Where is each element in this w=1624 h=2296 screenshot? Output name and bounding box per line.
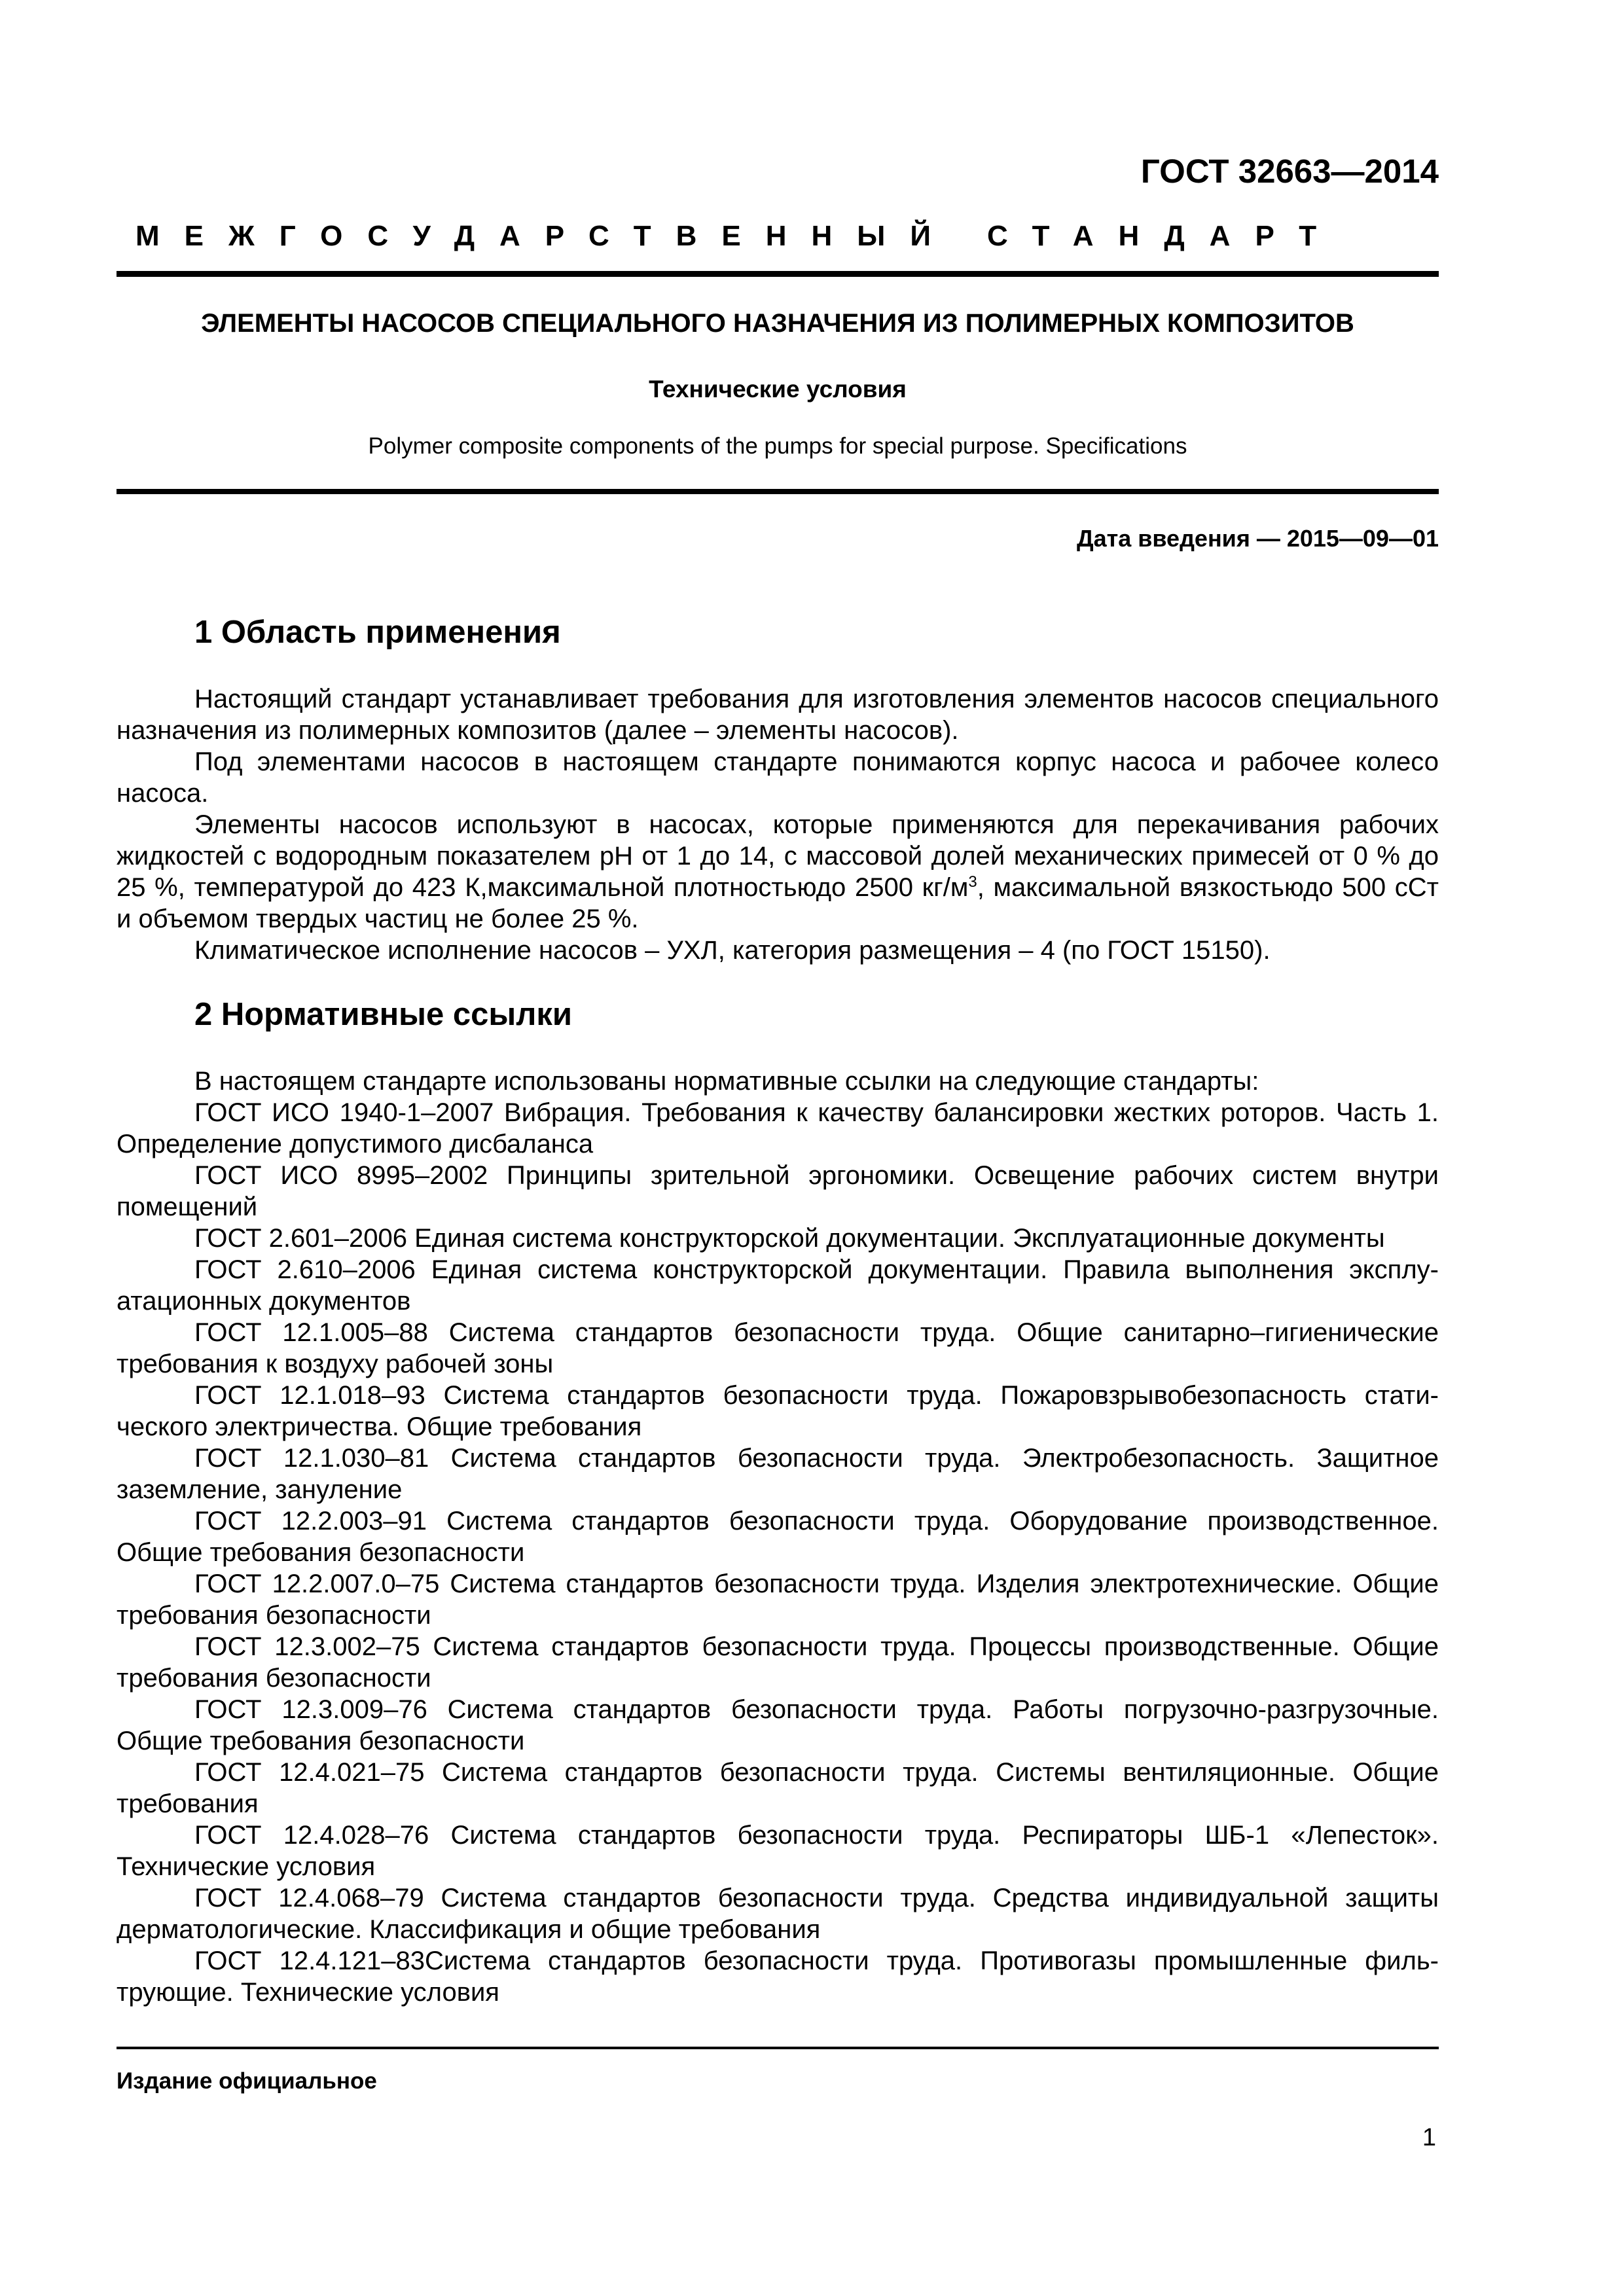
paragraph-text: Элементы насосов используют в насосах, которые применяются для перекачивания рабочих жидкостей с водородным показателем pH от 1 до 14, с массовой долей механических примесей от 0 % до 25 %, температурой до 423 К,максимальной плотностьюдо 2500 кг/м xyxy=(117,810,1439,902)
reference-item: ГОСТ 12.1.018–93 Система стандартов безопасности труда. Пожаровзрывобезопасность статического электричества. Общие требования xyxy=(117,1381,1439,1441)
reference-item: ГОСТ 12.3.009–76 Система стандартов безопасности труда. Работы погрузочно-разгрузочные. Общие требования безопасности xyxy=(117,1695,1439,1755)
superscript: 3 xyxy=(968,873,977,891)
section-1-body xyxy=(117,683,1439,966)
paragraph: Климатическое исполнение насосов – УХЛ, категория размещения – 4 (по ГОСТ 15150). xyxy=(194,936,1271,965)
header-rule xyxy=(117,271,1439,277)
document-title: ЭЛЕМЕНТЫ НАСОСОВ СПЕЦИАЛЬНОГО НАЗНАЧЕНИЯ ИЗ ПОЛИМЕРНЫХ КОМПОЗИТОВ xyxy=(201,309,1354,338)
reference-item: ГОСТ ИСО 1940-1–2007 Вибрация. Требования к качеству балансировки жестких роторов. Часть 1. Определение допустимого дисбаланса xyxy=(117,1098,1439,1158)
reference-item: ГОСТ ИСО 8995–2002 Принципы зрительной эргономики. Освещение рабочих систем внутри помещений xyxy=(117,1161,1439,1221)
gost-number: ГОСТ 32663—2014 xyxy=(1140,152,1439,190)
paragraph: Настоящий стандарт устанавливает требования для изготовления элементов насосов специального назначения из полимерных композитов (далее – элементы насосов). xyxy=(117,685,1439,745)
paragraph: Под элементами насосов в настоящем стандарте понимаются корпус насоса и рабочее колесо насоса. xyxy=(117,747,1439,808)
reference-item: ГОСТ 2.610–2006 Единая система конструкторской документации. Правила выполнения эксплуатационных документов xyxy=(117,1255,1439,1316)
reference-item: ГОСТ 2.601–2006 Единая система конструкторской документации. Эксплуатационные документы xyxy=(194,1224,1385,1253)
interstate-standard-label xyxy=(135,220,1341,253)
document-title-english: Polymer composite components of the pumps for special purpose. Specifications xyxy=(368,433,1187,459)
reference-item: ГОСТ 12.2.007.0–75 Система стандартов безопасности труда. Изделия электротехнические. Общие требования безопасности xyxy=(117,1570,1439,1630)
interstate-word-1: МЕЖГОСУДАРСТВЕННЫЙ xyxy=(135,220,956,252)
title-rule xyxy=(117,489,1439,494)
reference-intro: В настоящем стандарте использованы нормативные ссылки на следующие стандарты: xyxy=(194,1067,1259,1096)
official-edition-label: Издание официальное xyxy=(117,2068,377,2094)
section-2-heading: 2 Нормативные ссылки xyxy=(194,997,572,1032)
footer-rule xyxy=(117,2047,1439,2049)
section-1-heading: 1 Область применения xyxy=(194,615,561,650)
reference-item: ГОСТ 12.1.005–88 Система стандартов безопасности труда. Общие санитарно–гигиенические требования к воздуху рабочей зоны xyxy=(117,1318,1439,1378)
reference-item: ГОСТ 12.4.068–79 Система стандартов безопасности труда. Средства индивидуальной защиты дерматологические. Классификация и общие требования xyxy=(117,1884,1439,1944)
reference-item: ГОСТ 12.4.121–83Система стандартов безопасности труда. Противогазы промышленные фильтрующие. Технические условия xyxy=(117,1946,1439,2007)
section-2-body xyxy=(117,1066,1439,2008)
page-number: 1 xyxy=(1422,2124,1436,2151)
reference-item: ГОСТ 12.4.021–75 Система стандартов безопасности труда. Системы вентиляционные. Общие требования xyxy=(117,1758,1439,1818)
introduction-date: Дата введения — 2015—09—01 xyxy=(1076,525,1439,552)
document-subtitle: Технические условия xyxy=(649,376,907,403)
interstate-word-2: СТАНДАРТ xyxy=(987,220,1342,252)
reference-item: ГОСТ 12.1.030–81 Система стандартов безопасности труда. Электробезопасность. Защитное заземление, зануление xyxy=(117,1444,1439,1504)
reference-item: ГОСТ 12.4.028–76 Система стандартов безопасности труда. Респираторы ШБ-1 «Лепесток». Технические условия xyxy=(117,1821,1439,1881)
paragraph-text: , максимальной вязкостьюдо 500 сСт и объемом твердых частиц не более 25 %. xyxy=(117,873,1439,933)
reference-item: ГОСТ 12.3.002–75 Система стандартов безопасности труда. Процессы производственные. Общие требования безопасности xyxy=(117,1632,1439,1693)
reference-item: ГОСТ 12.2.003–91 Система стандартов безопасности труда. Оборудование производственное. Общие требования безопасности xyxy=(117,1507,1439,1567)
paragraph xyxy=(117,809,1439,935)
